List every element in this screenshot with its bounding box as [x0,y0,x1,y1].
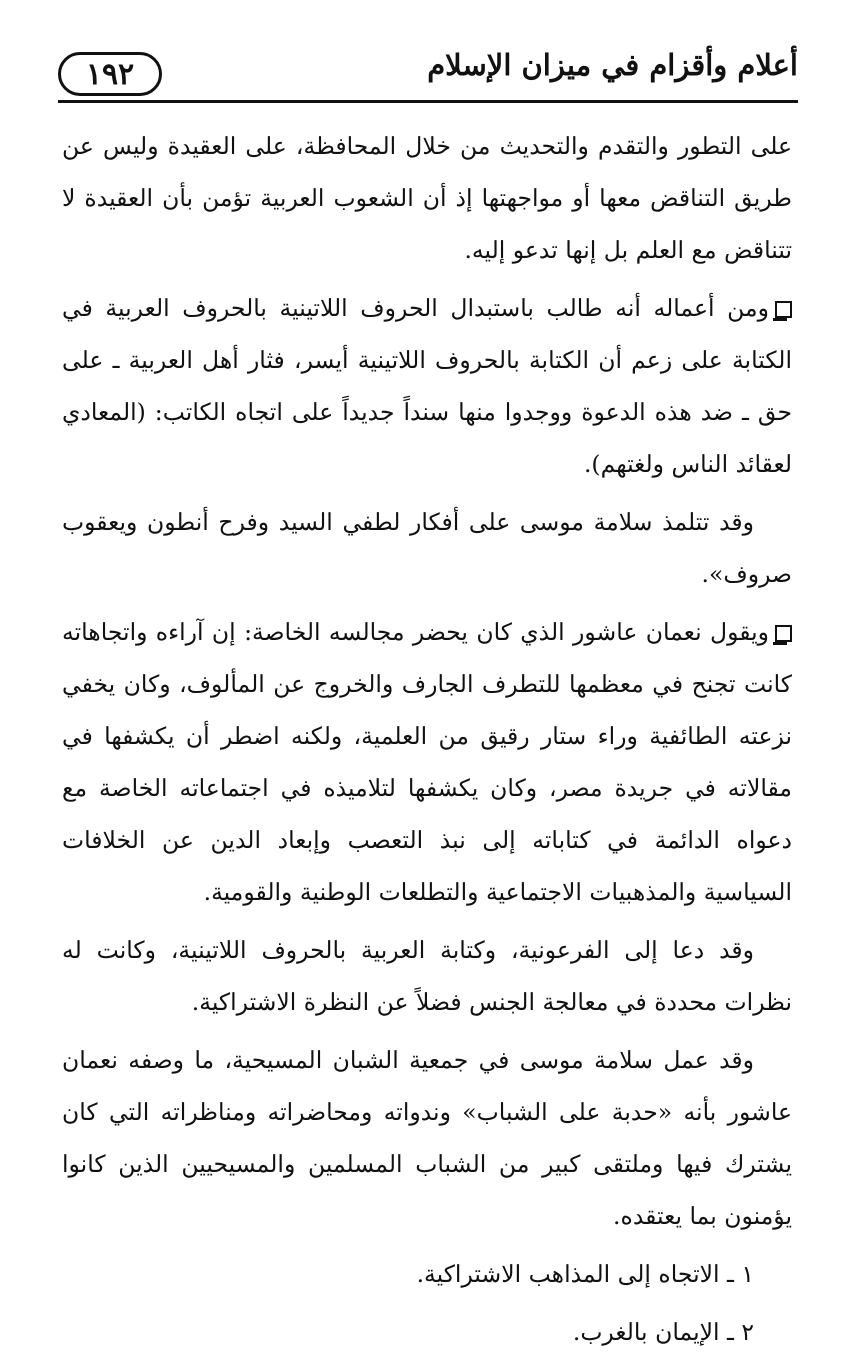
paragraph-continuation: على التطور والتقدم والتحديث من خلال المحافظة، على العقيدة وليس عن طريق التناقض معها أو مواجهتها إذ أن الشعوب العربية تؤمن بأن العقيدة لا تتناقض مع العلم بل إنها تدعو إليه. [62,132,792,264]
list-item: ٢ ـ الإيمان بالغرب. [572,1318,754,1346]
paragraph-bullet [62,606,792,918]
list-item: ١ ـ الاتجاه إلى المذاهب الاشتراكية. [416,1260,754,1288]
square-bullet-icon [775,301,792,318]
paragraph: وقد دعا إلى الفرعونية، وكتابة العربية بالحروف اللاتينية، وكانت له نظرات محددة في معالجة الجنس فضلاً عن النظرة الاشتراكية. [62,936,792,1016]
paragraph: وقد عمل سلامة موسى في جمعية الشبان المسيحية، ما وصفه نعمان عاشور بأنه «حدبة على الشباب» وندواته ومحاضراته ومناظراته التي كان يشترك فيها وملتقى كبير من الشباب المسلمين والمسيحيين الذين كانوا يؤمنون بما يعتقده. [62,1046,792,1230]
paragraph: وقد تتلمذ سلامة موسى على أفكار لطفي السيد وفرح أنطون ويعقوب صروف». [62,508,792,588]
page-header [0,0,866,110]
header-rule [58,100,798,103]
paragraph-text: ويقول نعمان عاشور الذي كان يحضر مجالسه الخاصة: إن آراءه واتجاهاته كانت تجنح في معظمها للتطرف الجارف والخروج عن المألوف، وكان يخفي نزعته الطائفية وراء ستار رقيق من العلمية، ولكنه اضطر أن يكشفها في مقالاته في جريدة مصر، وكان يكشفها لتلاميذه في اجتماعاته الخاصة مع دعواه الدائمة في كتاباته إلى نبذ التعصب وإبعاد الدين عن الخلافات السياسية والمذهبيات الاجتماعية والتطلعات الوطنية والقومية. [62,618,792,906]
running-title: أعلام وأقزام في ميزان الإسلام [427,48,798,82]
page-number: ١٩٢ [58,52,162,96]
square-bullet-icon [775,625,792,642]
paragraph-text: ومن أعماله أنه طالب باستبدال الحروف اللاتينية بالحروف العربية في الكتابة على زعم أن الكتابة بالحروف اللاتينية أيسر، فثار أهل العربية ـ على حق ـ ضد هذه الدعوة ووجدوا منها سنداً جديداً على اتجاه الكاتب: (المعادي لعقائد الناس ولغتهم). [62,294,792,478]
page-body [62,120,792,1364]
paragraph-bullet [62,282,792,490]
